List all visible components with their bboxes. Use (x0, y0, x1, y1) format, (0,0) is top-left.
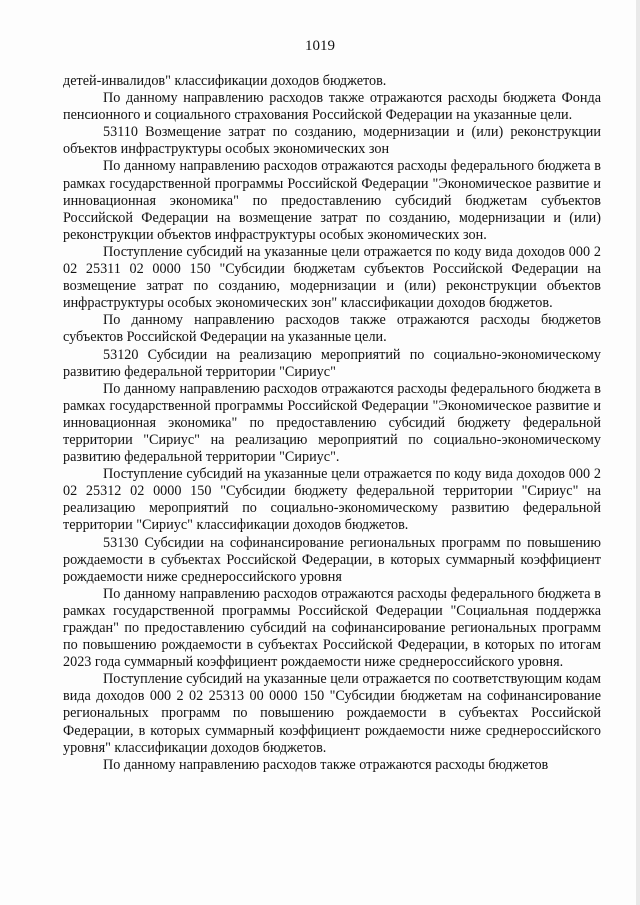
paragraph: По данному направлению расходов отражаются расходы федерального бюджета в рамках государственной программы Российской Федерации "Экономическое развитие и инновационная экономика" по предоставлению субсидий бюджету федеральной территории "Сириус" на реализацию мероприятий по социально-экономическому развитию федеральной территории "Сириус". (63, 380, 601, 466)
paragraph: детей-инвалидов" классификации доходов бюджетов. (63, 73, 387, 89)
paragraph: По данному направлению расходов также отражаются расходы бюджета Фонда пенсионного и социального страхования Российской Федерации на указанные цели. (63, 90, 601, 124)
paragraph: Поступление субсидий на указанные цели отражается по коду вида доходов 000 2 02 25312 02 0000 150 "Субсидии бюджету федеральной территории "Сириус" на реализацию мероприятий по социально-экономическому развитию федеральной территории "Сириус" классификации доходов бюджетов. (63, 466, 601, 534)
paragraph: Поступление субсидий на указанные цели отражается по коду вида доходов 000 2 02 25311 02 0000 150 "Субсидии бюджетам субъектов Российской Федерации на возмещение затрат по созданию, модернизации и (или) реконструкции объектов инфраструктуры особых экономических зон" классификации доходов бюджетов. (63, 243, 601, 312)
document-body (63, 73, 601, 774)
paragraph: По данному направлению расходов отражаются расходы федерального бюджета в рамках государственной программы Российской Федерации "Социальная поддержка граждан" по предоставлению субсидий на софинансирование региональных программ по повышению рождаемости в субъектах Российской Федерации, в которых по итогам 2023 года суммарный коэффициент рождаемости ниже среднероссийского уровня. (63, 585, 601, 671)
section-heading: 53120 Субсидии на реализацию мероприятий по социально-экономическому развитию федеральной территории "Сириус" (63, 346, 601, 380)
section-heading: 53110 Возмещение затрат по созданию, модернизации и (или) реконструкции объектов инфраструктуры особых экономических зон (63, 124, 601, 158)
section-heading: 53130 Субсидии на софинансирование региональных программ по повышению рождаемости в субъектах Российской Федерации, в которых суммарный коэффициент рождаемости ниже среднероссийского уровня (63, 534, 601, 585)
scan-edge (636, 0, 640, 905)
paragraph: По данному направлению расходов также отражаются расходы бюджетов субъектов Российской Федерации на указанные цели. (63, 312, 601, 346)
paragraph: Поступление субсидий на указанные цели отражается по соответствующим кодам вида доходов 000 2 02 25313 00 0000 150 "Субсидии бюджетам на софинансирование региональных программ по повышению рождаемости в субъектах Российской Федерации, в которых суммарный коэффициент рождаемости ниже среднероссийского уровня" классификации доходов бюджетов. (63, 671, 601, 756)
page-number: 1019 (305, 38, 335, 54)
paragraph: По данному направлению расходов отражаются расходы федерального бюджета в рамках государственной программы Российской Федерации "Экономическое развитие и инновационная экономика" по предоставлению субсидий бюджетам субъектов Российской Федерации на возмещение затрат по созданию, модернизации и (или) реконструкции объектов инфраструктуры особых экономических зон. (63, 158, 601, 243)
paragraph: По данному направлению расходов также отражаются расходы бюджетов (103, 756, 549, 773)
